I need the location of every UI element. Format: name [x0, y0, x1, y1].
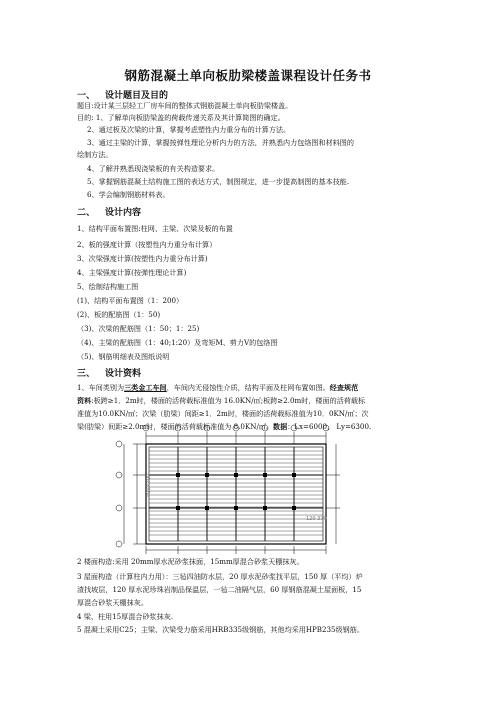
document-title: 钢筋混凝土单向板肋梁楼盖课程设计任务书: [124, 68, 372, 83]
workshop-type: 三类金工车间: [124, 383, 167, 392]
purpose-line: 4、了解并熟悉现浇梁板的有关构造要求。: [87, 164, 220, 173]
purpose-line: 绘制方法。: [77, 150, 113, 159]
content-item: （4)、主梁的配筋图（1：40;1:20）及弯矩M、剪力V的包络图: [77, 338, 278, 347]
data-label: 数据: [273, 422, 288, 431]
text-run: ，车间内无侵蚀性介质，结构平面及柱网布置如图。: [166, 383, 330, 392]
section-3-title: 设计资料: [105, 369, 142, 379]
purpose-line: 目的: 1、了解单向板肋梁盖的荷载传递关系及其计算简图的确定。: [77, 113, 285, 122]
content-item: (1)、结构平面布置图（1：200）: [77, 296, 184, 305]
spec-reference: 经查规范: [329, 383, 359, 392]
data-item: 5 混凝土采用C25；主梁、次梁受力筋采用HRB335级钢筋，其他均采用HPB235级钢筋。: [77, 625, 364, 634]
section-2-title: 设计内容: [105, 208, 142, 218]
section-3-number: 三、: [77, 369, 96, 379]
content-item: 1、结构平面布置图:柱网、主梁、次梁及板的布置: [77, 224, 233, 233]
column-size-label: 400×400: [146, 473, 152, 497]
purpose-line: 5、掌握钢筋混凝土结构施工图的表达方式，制图规定，进一步提高制图的基本技能.: [87, 177, 350, 186]
content-item: 2、板的强度计算（按塑性内力重分布计算）: [77, 240, 217, 249]
content-item: (2)、板的配筋图（1：50): [77, 310, 161, 319]
spec-reference: 资料: [77, 396, 92, 405]
section-2-number: 二、: [77, 208, 96, 218]
content-item: 3、次梁强度计算(按塑性内力重分布计算): [77, 254, 208, 263]
design-topic: 题目:设计某三层轻工厂房车间的整体式钢筋混凝土单向板肋梁楼盖。: [77, 101, 293, 110]
data-item: 2 楼面构造:采用 20mm厚水泥砂浆抹面，15mm厚混合砂浆天棚抹灰。: [77, 557, 304, 566]
content-item: 4、主梁强度计算(按弹性理论计算): [77, 268, 187, 277]
content-item: 5、绘制结构施工图: [77, 282, 139, 291]
data-item: 渣找坡层，120 厚水泥珍珠岩制品保温层，一毡二油隔气层，60 厚钢筋混凝土屋面板，15: [77, 585, 362, 594]
data-item: 4 梁、柱用15厚混合砂浆抹灰.: [77, 612, 174, 621]
text-run: :板跨≥1．2m时，楼面的活荷载标准值为 16.0KN/㎡;板跨≥2.0m时，楼面的活荷载标: [91, 396, 366, 405]
purpose-line: 6、学会编制钢筋材料表。: [87, 190, 170, 199]
content-item: （3)、次梁的配筋图（1：50；1：25): [77, 324, 200, 333]
text-run: 梁(肋梁）间距≥2.0m时，楼面的活荷载标准值为 8.0KN/㎡。: [77, 422, 274, 431]
data-item: 厚混合砂浆天棚抹灰。: [77, 598, 148, 607]
data-paragraph-line: 准值为10.0KN/㎡；次梁（肋梁）间距≥1．2m时，楼面的活荷载标准值为10．0KN/㎡；次: [77, 409, 369, 418]
data-item: 3 屋面构造（计算柱内力用）：三毡四油防水层，20 厚水泥砂浆找平层，150 厚（平均）炉: [77, 572, 363, 581]
purpose-line: 3、通过主梁的计算，掌握按弹性理论分析内力的方法，并熟悉内力包络图和材料图的: [87, 138, 354, 147]
wall-thickness-label: 120 370: [306, 516, 327, 522]
text-run: 1、车间类别为: [77, 383, 125, 392]
section-1-number: 一、: [77, 91, 96, 101]
content-item: （5)、钢筋明细表及图纸说明: [77, 352, 170, 361]
section-1-title: 设计题目及目的: [105, 91, 169, 101]
span-data: ：Lx=6000， Ly=6300.: [287, 422, 372, 431]
purpose-line: 2、通过板及次梁的计算，掌握考虑塑性内力重分布的计算方法。: [87, 125, 291, 134]
